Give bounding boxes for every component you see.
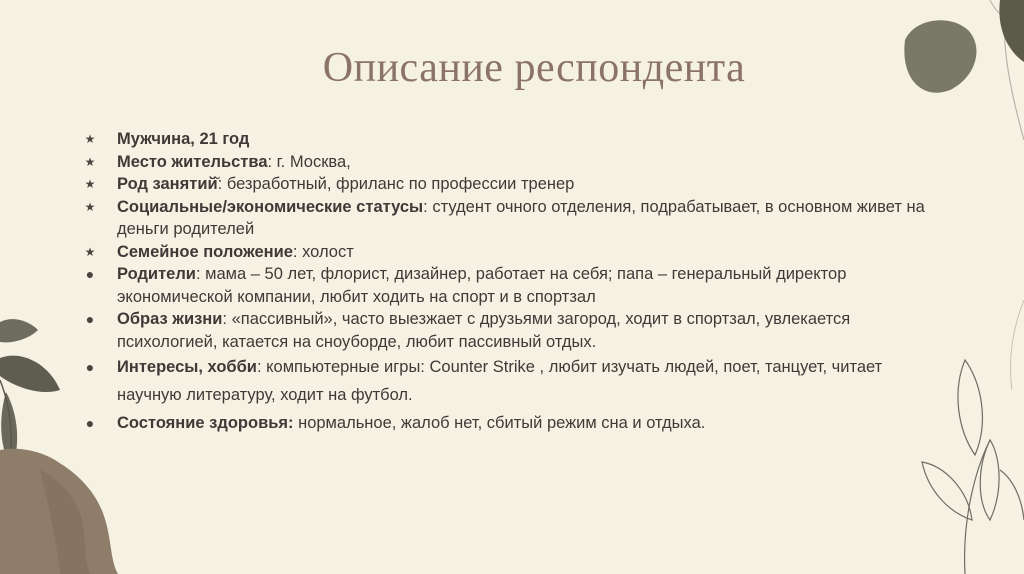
item-label: Социальные/экономические статусы (117, 197, 424, 216)
item-separator: : (256, 358, 262, 376)
slide-title: Описание респондента (322, 45, 746, 91)
item-separator: : (222, 310, 228, 328)
list-item (80, 241, 940, 264)
item-text: г. Москва, (272, 152, 351, 171)
item-text: мама – 50 лет, флорист, дизайнер, работает на себя; папа – генеральный директор экономической компании, любит ходить на спорт и в спортзал (117, 265, 847, 306)
list-item (80, 263, 940, 308)
list-item (80, 173, 940, 196)
item-label: Род занятий (117, 175, 218, 193)
list-item (80, 353, 940, 409)
item-separator: : (267, 152, 273, 171)
dot-bullet-icon: ● (85, 415, 95, 431)
item-label: Состояние здоровья: (117, 414, 294, 432)
respondent-details-list (80, 128, 940, 437)
list-item (80, 128, 940, 151)
dot-bullet-icon: ● (85, 359, 95, 375)
item-text: компьютерные игры: Counter Strike , любит изучать людей, поет, танцует, читает научную литературу, ходит на футбол. (117, 358, 883, 404)
star-bullet-icon: ★ (84, 132, 96, 146)
item-separator: : (423, 197, 428, 216)
star-bullet-icon: ★ (84, 199, 96, 214)
item-text: «пассивный», часто выезжает с друзьями загород, ходит в спортзал, увлекается психологией, катается на сноуборде, любит пассивный отдых. (117, 310, 851, 351)
list-item (80, 308, 940, 353)
item-separator: ̆: (217, 175, 223, 193)
item-label: Мужчина, 21 год (117, 130, 250, 148)
item-label: Образ жизни (117, 310, 223, 328)
dot-bullet-icon: ● (85, 266, 95, 282)
item-separator: : (195, 265, 201, 283)
list-item (80, 151, 940, 174)
item-label: Семейное положение (117, 242, 293, 261)
item-label: Интересы, хобби (117, 358, 257, 376)
list-item (80, 196, 940, 241)
item-text: нормальное, жалоб нет, сбитый режим сна и отдыха. (293, 414, 706, 432)
star-bullet-icon: ★ (84, 154, 96, 169)
star-bullet-icon: ★ (84, 177, 96, 191)
item-text: холост (297, 242, 354, 261)
item-label: Родители (117, 265, 196, 283)
item-separator: : (292, 242, 298, 261)
star-bullet-icon: ★ (84, 244, 96, 259)
item-label: Место жительства (117, 152, 268, 171)
item-text: студент очного отделения, подрабатывает, в основном живет на деньги родителей (117, 197, 925, 238)
dot-bullet-icon: ● (85, 311, 95, 327)
list-item (80, 409, 940, 437)
item-text: безработный, фриланс по профессии тренер (222, 175, 575, 193)
